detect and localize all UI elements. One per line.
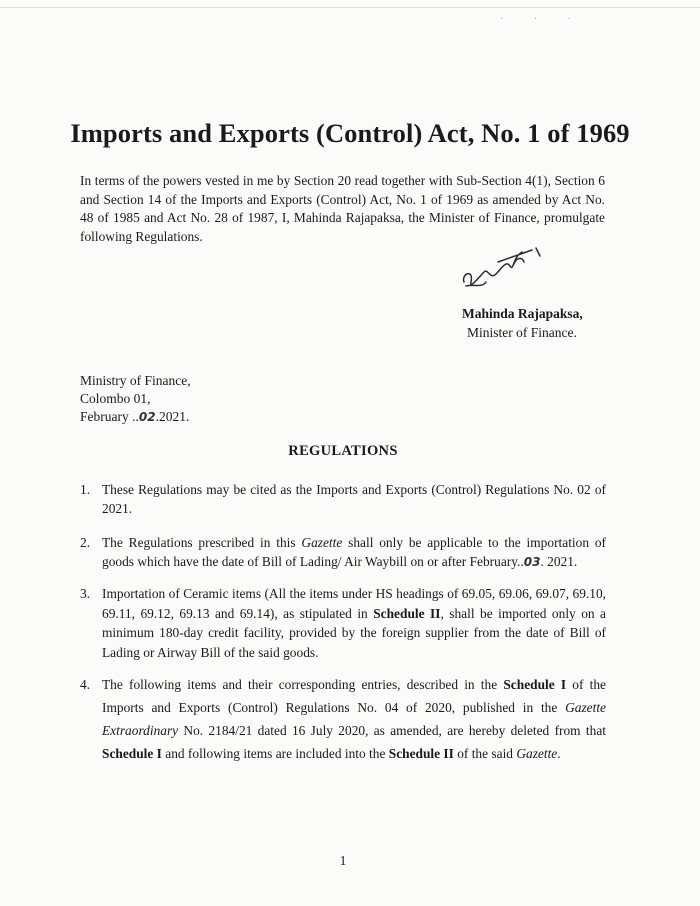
intro-paragraph: In terms of the powers vested in me by Section 20 read together with Sub-Section 4(1), Section 6 and Section 14 of the Imports and Exports (Control) Act, No. 1 of 1969 as amended by Act No. 48 of 1985 and Act No. 28 of 1987, I, Mahinda Rajapaksa, the Minister of Finance, promulgate following Regulations. xyxy=(80,173,605,245)
regulation-text xyxy=(102,533,606,572)
text-run: shall only be applicable to the importation of goods which have the date of Bill of Lading/ Air Waybill on or after February.. xyxy=(102,535,607,569)
regulation-text xyxy=(102,584,606,662)
gazette-italic: Gazette xyxy=(301,535,343,550)
minister-signature xyxy=(452,238,552,300)
handwritten-date: 03 xyxy=(523,555,541,569)
text-run: of the said xyxy=(453,746,517,761)
date-prefix: February .. xyxy=(80,409,139,424)
date-handwritten: 02 xyxy=(138,410,156,424)
text-run: , shall be imported only on a minimum 180-day credit facility, provided by the foreign supplier from the date of Bill of Lading or Airway Bill of the said goods. xyxy=(102,605,607,660)
address-line-2: Colombo 01, xyxy=(80,391,151,406)
regulation-text: These Regulations may be cited as the Imports and Exports (Control) Regulations No. 02 of 2021. xyxy=(102,482,606,516)
signer-block xyxy=(462,305,583,342)
signer-title: Minister of Finance. xyxy=(467,324,577,340)
text-run: and following items are included into the xyxy=(161,746,389,761)
gazette-italic: Gazette xyxy=(516,746,558,761)
scan-edge-line xyxy=(0,7,700,8)
scan-specks: · · · xyxy=(500,14,585,25)
signer-name: Mahinda Rajapaksa, xyxy=(462,306,583,321)
regulation-number: 4. xyxy=(80,677,91,692)
text-run: . 2021. xyxy=(540,554,578,569)
address-date xyxy=(80,408,191,426)
document-title: Imports and Exports (Control) Act, No. 1 of 1969 xyxy=(70,118,630,148)
schedule-bold: Schedule II xyxy=(388,746,454,761)
schedule-bold: Schedule I xyxy=(503,677,567,692)
page-number: 1 xyxy=(339,853,347,868)
text-run: No. 2184/21 dated 16 July 2020, as amended, are hereby deleted from that xyxy=(178,723,606,738)
address-line-1: Ministry of Finance, xyxy=(80,373,191,388)
schedule-bold: Schedule I xyxy=(102,746,162,761)
gazette-italic: Gazette Extraordinary xyxy=(102,700,606,738)
regulation-number: 3. xyxy=(80,586,91,601)
schedule-bold: Schedule II xyxy=(373,605,441,621)
date-suffix: .2021. xyxy=(155,409,190,424)
text-run: The following items and their corresponding entries, described in the xyxy=(102,677,504,692)
regulation-text xyxy=(102,673,606,765)
address-block xyxy=(80,372,191,426)
text-run: of the Imports and Exports (Control) Regulations No. 04 of 2020, published in the xyxy=(102,677,606,715)
regulation-number: 1. xyxy=(80,482,91,497)
text-run: . xyxy=(557,746,561,761)
text-run: Importation of Ceramic items (All the items under HS headings of 69.05, 69.06, 69.07, 69.10, 69.11, 69.12, 69.13 and 69.14), as stipulated in xyxy=(102,586,606,621)
text-run: The Regulations prescribed in this xyxy=(102,535,302,550)
regulations-heading: REGULATIONS xyxy=(288,443,398,459)
regulation-number: 2. xyxy=(80,535,91,550)
